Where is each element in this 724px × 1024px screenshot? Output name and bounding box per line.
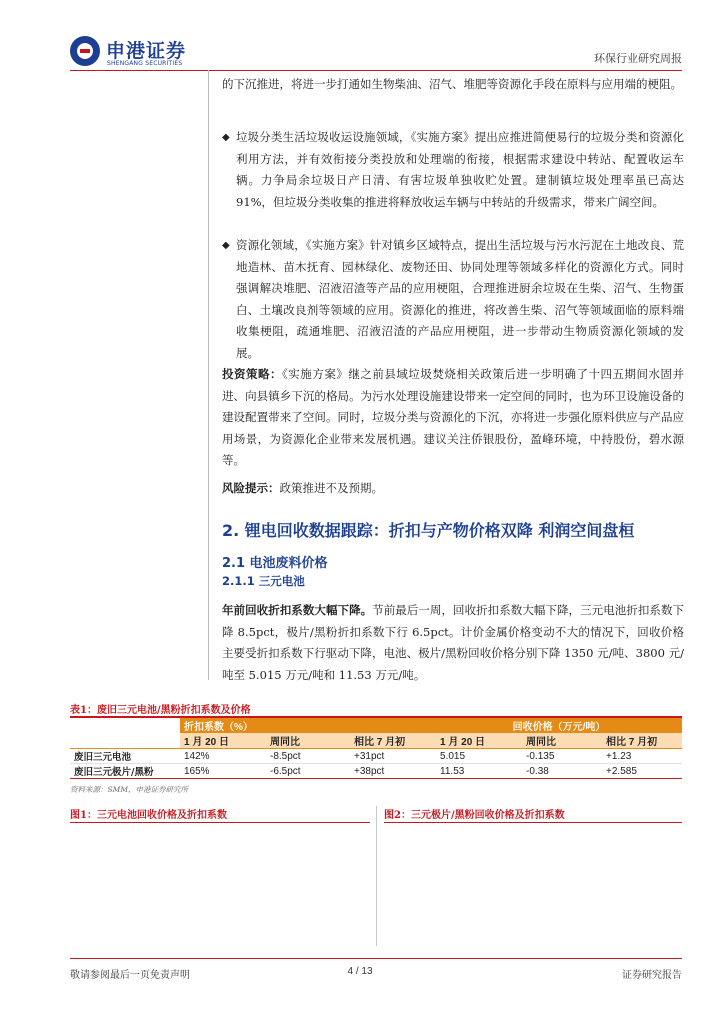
company-logo-icon xyxy=(70,36,100,66)
table-cell: 165% xyxy=(180,764,266,779)
figure-2-divider xyxy=(384,822,682,823)
risk-paragraph xyxy=(222,478,684,500)
table-cell: +1.23 xyxy=(602,749,682,764)
table-cell: 11.53 xyxy=(436,764,522,779)
section-heading: 2. 锂电回收数据跟踪：折扣与产物价格双降 利润空间盘桓 xyxy=(222,521,635,540)
lead-paragraph xyxy=(222,600,684,686)
subsection-heading: 2.1 电池废料价格 xyxy=(222,556,328,571)
bullet-diamond-icon: ◆ xyxy=(222,240,230,251)
table-caption: 表1：废旧三元电池/黑粉折扣系数及价格 xyxy=(70,705,251,716)
table-sub-header-row xyxy=(70,733,682,749)
risk-label: 风险提示： xyxy=(222,481,280,495)
continuation-paragraph: 的下沉推进，将进一步打通如生物柴油、沼气、堆肥等资源化手段在原料与应用端的梗阻。 xyxy=(222,77,682,91)
figure-column-divider xyxy=(376,806,377,946)
col-header: 1 月 20 日 xyxy=(180,733,266,749)
bullet-diamond-icon: ◆ xyxy=(222,132,230,143)
table-cell: +2.585 xyxy=(602,764,682,779)
lead-label: 年前回收折扣系数大幅下降。 xyxy=(222,603,373,617)
lead-text: 节前最后一周，回收折扣系数大幅下降，三元电池折扣系数下降 8.5pct，极片/黑粉折扣系数下行 6.5pct。计价金属价格变动不大的情况下，回收价格主要受折扣系数下行驱动下降，电池、极片/黑粉回收价格分别下降 1350 元/吨、3800 元/吨至 5.015 万元/吨和 11.53 万元/吨。 xyxy=(222,603,685,682)
col-header: 周同比 xyxy=(266,733,350,749)
table-cell: -0.38 xyxy=(522,764,602,779)
table-row xyxy=(70,764,682,779)
strategy-text: 《实施方案》继之前县域垃圾焚烧相关政策后进一步明确了十四五期间水固并进、向县镇乡下沉的格局。为污水处理设施建设带来一定空间的同时，也为环卫设施设备的建设配置带来了空间。同时，垃圾分类与资源化的下沉，亦将进一步强化原料供应与产品应用场景，为资源化企业带来发展机遇。建议关注侨银股份，盈峰环境，中持股份，碧水源等。 xyxy=(222,367,685,468)
bullet-item-resource-utilization: ◆ 资源化领域，《实施方案》针对镇乡区域特点，提出生活垃圾与污水污泥在土地改良、荒地造林、苗木抚育、园林绿化、废物还田、协同处理等领域多样化的资源化方式。同时强调解决堆肥、沼液沼渣等产品的应用梗阻，合理推进厨余垃圾在生柴、沼气、生物蛋白、土壤改良剂等领域的应用。资源化的推进，将改善生柴、沼气等领域面临的原料端收集梗阻，疏通堆肥、沼液沼渣的产品应用梗阻，进一步带动生物质资源化领域的发展。 xyxy=(222,235,684,365)
table-source-note: 资料来源：SMM，申港证券研究所 xyxy=(70,785,188,794)
table-cell: 5.015 xyxy=(436,749,522,764)
footer-disclaimer: 敬请参阅最后一页免责声明 xyxy=(70,970,190,981)
figure-1-caption: 图1：三元电池回收价格及折扣系数 xyxy=(70,810,227,821)
company-name-en: SHENGANG SECURITIES xyxy=(107,60,183,67)
figure-2-caption: 图2：三元极片/黑粉回收价格及折扣系数 xyxy=(384,810,565,821)
page-number: 4 / 13 xyxy=(347,966,373,977)
row-header: 废旧三元极片/黑粉 xyxy=(70,764,180,779)
row-header: 废旧三元电池 xyxy=(70,749,180,764)
discount-group-header: 折扣系数（%） xyxy=(180,717,436,733)
col-header: 相比 7 月初 xyxy=(350,733,436,749)
report-type: 环保行业研究周报 xyxy=(594,52,682,65)
subsubsection-heading: 2.1.1 三元电池 xyxy=(222,574,305,588)
company-name: 申港证券 xyxy=(106,40,187,62)
risk-text: 政策推进不及预期。 xyxy=(279,481,383,495)
margin-divider xyxy=(208,70,209,680)
col-header: 1 月 20 日 xyxy=(436,733,522,749)
table-cell: -0.135 xyxy=(522,749,602,764)
page-header xyxy=(70,36,682,70)
col-header: 周同比 xyxy=(522,733,602,749)
investment-strategy-paragraph xyxy=(222,364,684,472)
recycling-price-table xyxy=(70,716,682,779)
bullet-item-garbage-collection: ◆ 垃圾分类生活垃圾收运设施领域，《实施方案》提出应推进简便易行的垃圾分类和资源化利用方法，并有效衔接分类投放和处理端的衔接，根据需求建设中转站、配置收运车辆。力争局余垃圾日产日清、有害垃圾单独收贮处置。建制镇垃圾处理率虽已高达 91%，但垃圾分类收集的推进将释放收运车辆与中转站的升级需求，带来广阔空间。 xyxy=(222,127,684,213)
footer-divider xyxy=(70,958,682,959)
table-cell: -6.5pct xyxy=(266,764,350,779)
strategy-label: 投资策略： xyxy=(222,367,283,381)
col-header: 相比 7 月初 xyxy=(602,733,682,749)
table-cell: +38pct xyxy=(350,764,436,779)
footer-doc-type: 证券研究报告 xyxy=(622,970,682,981)
figure-1-divider xyxy=(70,822,370,823)
table-cell: -8.5pct xyxy=(266,749,350,764)
price-group-header: 回收价格（万元/吨） xyxy=(436,717,682,733)
table-cell: +31pct xyxy=(350,749,436,764)
header-divider xyxy=(70,70,682,71)
table-group-header-row xyxy=(70,717,682,733)
table-row xyxy=(70,749,682,764)
table-cell: 142% xyxy=(180,749,266,764)
